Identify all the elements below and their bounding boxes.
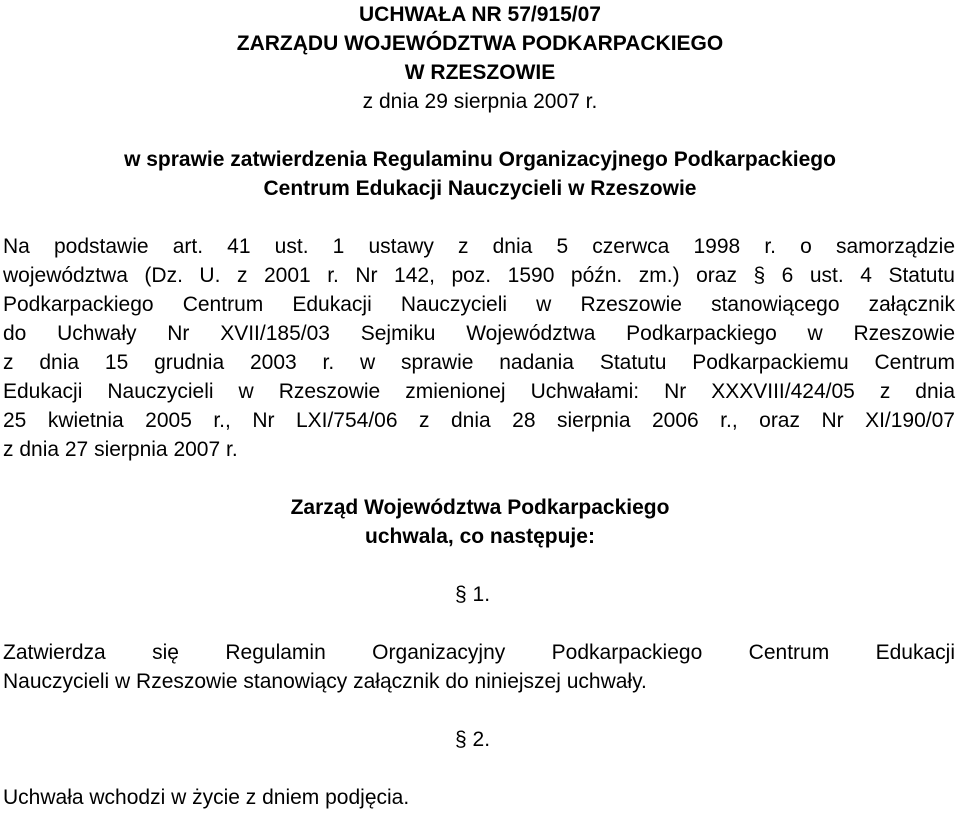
preamble-line-4: do Uchwały Nr XVII/185/03 Sejmiku Województwa Podkarpackiego w Rzeszowie — [3, 322, 955, 345]
resolves-heading: uchwala, co następuje: — [365, 525, 595, 548]
section-1-text-line-2: Nauczycieli w Rzeszowie stanowiący załącznik do niniejszej uchwały. — [3, 670, 647, 693]
issuing-location: W RZESZOWIE — [404, 61, 556, 84]
resolution-date: z dnia 29 sierpnia 2007 r. — [362, 90, 598, 113]
resolution-number: UCHWAŁA NR 57/915/07 — [359, 3, 601, 26]
preamble-line-7: 25 kwietnia 2005 r., Nr LXI/754/06 z dnia 28 sierpnia 2006 r., oraz Nr XI/190/07 — [3, 409, 955, 432]
preamble-line-6: Edukacji Nauczycieli w Rzeszowie zmienionej Uchwałami: Nr XXXVIII/424/05 z dnia — [3, 380, 955, 403]
preamble-line-8: z dnia 27 sierpnia 2007 r. — [3, 438, 238, 461]
preamble-line-5: z dnia 15 grudnia 2003 r. w sprawie nadania Statutu Podkarpackiemu Centrum — [3, 351, 955, 374]
issuing-body: ZARZĄDU WOJEWÓDZTWA PODKARPACKIEGO — [236, 32, 724, 55]
preamble-line-3: Podkarpackiego Centrum Edukacji Nauczycieli w Rzeszowie stanowiącego załącznik — [3, 293, 955, 316]
section-1-text-line-1: Zatwierdza się Regulamin Organizacyjny Podkarpackiego Centrum Edukacji — [3, 641, 955, 664]
preamble-line-1: Na podstawie art. 41 ust. 1 ustawy z dnia 5 czerwca 1998 r. o samorządzie — [3, 235, 955, 258]
subject-line-2: Centrum Edukacji Nauczycieli w Rzeszowie — [263, 177, 697, 200]
section-2-label: § 2. — [455, 728, 491, 751]
section-1-label: § 1. — [455, 583, 491, 606]
board-name: Zarząd Województwa Podkarpackiego — [290, 496, 670, 519]
subject-line-1: w sprawie zatwierdzenia Regulaminu Organizacyjnego Podkarpackiego — [124, 148, 836, 171]
preamble-line-2: województwa (Dz. U. z 2001 r. Nr 142, poz. 1590 późn. zm.) oraz § 6 ust. 4 Statutu — [3, 264, 955, 287]
section-2-text-line-1: Uchwała wchodzi w życie z dniem podjęcia. — [3, 786, 410, 809]
